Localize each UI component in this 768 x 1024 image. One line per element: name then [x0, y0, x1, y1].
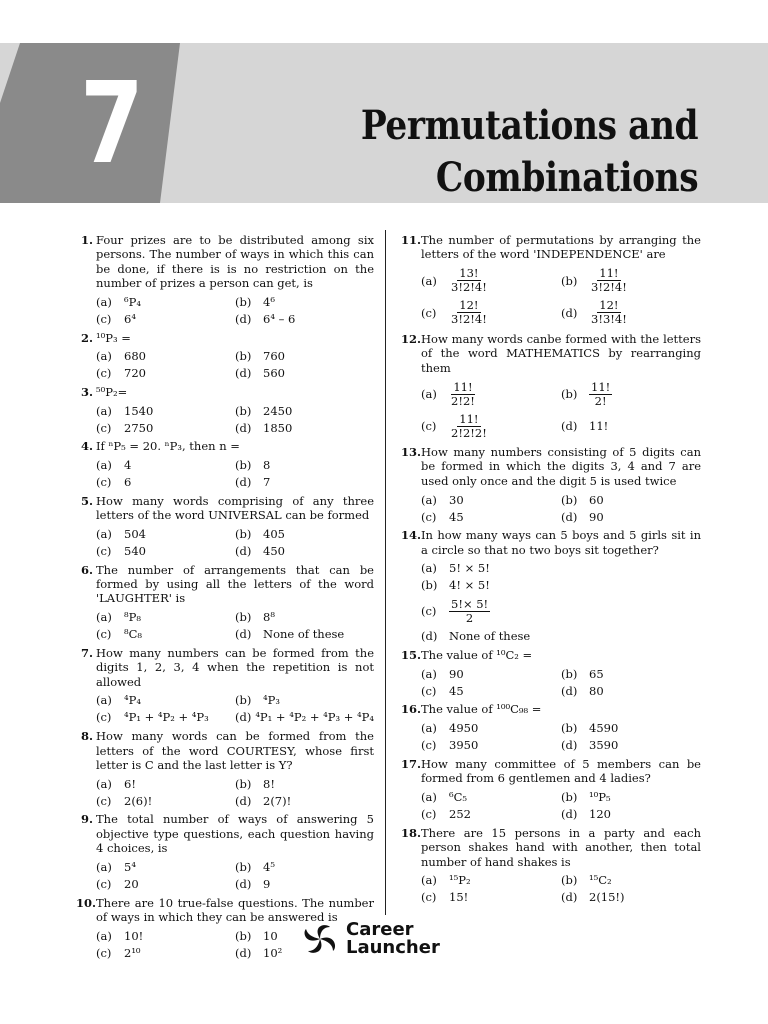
option-value: 90: [589, 509, 604, 524]
career-launcher-logo: [300, 918, 440, 960]
option-label: (a): [96, 403, 112, 418]
logo-line1: Career: [346, 919, 414, 940]
question-text: ⁵⁰P₂=: [96, 385, 128, 400]
option-label: (d): [235, 710, 252, 725]
option-b: [235, 457, 374, 474]
option-b: (b) $\frac{11!}{2!}$: [561, 379, 611, 408]
option-value: ⁴P₁ + ⁴P₂ + ⁴P₃: [124, 710, 209, 725]
option-d: [235, 709, 374, 726]
option-b: [561, 491, 701, 508]
option-b: [561, 665, 701, 682]
option-b: [561, 720, 701, 737]
option-label: (a): [421, 789, 437, 804]
option-value: 720: [124, 366, 146, 381]
option-a: [96, 526, 235, 543]
option-c: (c) $\frac{5!\times 5!}{2}$: [421, 596, 489, 625]
option-label: (a): [96, 349, 112, 364]
option-c: [96, 543, 235, 560]
question-text: The value of ¹⁰C₂ =: [421, 648, 533, 663]
question-text: How many words comprising of any three letters of the word UNIVERSAL can be formed: [96, 493, 374, 523]
option-label: (d): [235, 420, 252, 435]
option-label: (c): [421, 890, 437, 905]
option-value: 2(7)!: [263, 793, 292, 808]
option-value: 7: [263, 475, 271, 490]
option-label: (b): [561, 492, 578, 507]
option-label: (d): [235, 627, 252, 642]
question-text: How many numbers consisting of 5 digits can be formed in which the digits 3, 4 and 7 are used only once and the digit 5 is used twice: [421, 445, 701, 488]
option-d: [235, 311, 374, 328]
option-a: [96, 348, 235, 365]
option-label: (c): [96, 420, 112, 435]
option-value: 4590: [589, 721, 619, 736]
option-value: 80: [589, 683, 604, 698]
option-c: (c) $\frac{12!}{3!2!4!}$: [421, 298, 487, 327]
options: [96, 859, 374, 893]
option-value: 10²: [263, 945, 283, 960]
option-value: 6⁴ – 6: [263, 311, 296, 326]
option-d: (d) 11!: [561, 418, 609, 433]
option-label: (b): [235, 349, 252, 364]
question-1: [76, 233, 374, 328]
option-value: 8!: [263, 776, 275, 791]
option-label: (b): [235, 693, 252, 708]
option-label: (c): [96, 793, 112, 808]
question-number: 16.: [401, 702, 422, 717]
option-value: ⁴P₁ + ⁴P₂ + ⁴P₃ + ⁴P₄: [255, 710, 374, 725]
question-13: [401, 445, 701, 525]
options: [96, 402, 374, 436]
options: [96, 775, 374, 809]
option-value: 4⁵: [263, 859, 275, 874]
question-text: There are 10 true-false questions. The number of ways in which they can be answered is: [96, 895, 374, 924]
option-value: ⁶P₄: [124, 294, 141, 309]
option-label: (a): [96, 776, 112, 791]
option-value: 680: [124, 349, 146, 364]
option-label: (b): [235, 526, 252, 541]
option-b: [235, 402, 374, 419]
options: [96, 457, 374, 491]
option-value: 2750: [124, 420, 154, 435]
option-c: [421, 508, 561, 525]
option-d: [561, 508, 701, 525]
option-label: (c): [96, 627, 112, 642]
question-number: 15.: [401, 648, 422, 663]
option-a: [96, 294, 235, 311]
option-label: (b): [561, 721, 578, 736]
question-number: 10.: [76, 895, 97, 910]
option-c: [421, 889, 561, 906]
question-number: 3.: [80, 385, 93, 400]
option-value: 6: [124, 475, 132, 490]
option-c: [421, 682, 561, 699]
option-value: 760: [263, 349, 285, 364]
option-label: (b): [235, 776, 252, 791]
question-number: 12.: [401, 331, 422, 346]
option-a: [421, 872, 561, 889]
option-label: (c): [421, 738, 437, 753]
option-d: [561, 889, 701, 906]
question-12: [401, 332, 701, 442]
option-a: [96, 402, 235, 419]
option-label: (d): [235, 311, 252, 326]
option-label: (d): [561, 890, 578, 905]
option-value: 5⁴: [124, 859, 136, 874]
option-d: [235, 419, 374, 436]
option-label: (a): [96, 928, 112, 943]
question-text: The number of arrangements that can be formed by using all the letters of the word 'LAUGHTER' is: [96, 562, 374, 606]
option-a: (a) $\frac{13!}{3!2!4!}$: [421, 266, 487, 295]
question-3: [76, 385, 374, 436]
option-a: [96, 692, 235, 709]
question-4: [76, 439, 374, 490]
option-value: 9: [263, 876, 271, 891]
option-d: (d) None of these: [421, 629, 531, 644]
question-number: 9.: [80, 812, 93, 827]
option-value: ⁸C₈: [124, 627, 143, 642]
option-value: 560: [263, 366, 285, 381]
option-value: 4950: [449, 721, 479, 736]
question-text: There are 15 persons in a party and each person shakes hand with another, then total number of hand shakes is: [421, 825, 701, 869]
left-column: [76, 233, 374, 964]
options: [96, 526, 374, 560]
question-number: 5.: [80, 493, 93, 508]
option-label: (a): [96, 294, 112, 309]
option-value: 20: [124, 876, 139, 891]
option-value: 65: [589, 666, 604, 681]
option-b: [235, 692, 374, 709]
option-value: 10!: [124, 928, 144, 943]
option-label: (d): [235, 876, 252, 891]
option-a: [421, 720, 561, 737]
logo-line2: Launcher: [346, 937, 440, 958]
question-11: [401, 233, 701, 329]
option-label: (d): [235, 945, 252, 960]
option-c: [96, 709, 235, 726]
option-d: [235, 792, 374, 809]
options: [421, 665, 701, 699]
option-b: [235, 294, 374, 311]
options: [96, 692, 374, 726]
option-label: (b): [235, 458, 252, 473]
question-number: 7.: [80, 645, 93, 660]
option-value: 15!: [449, 890, 469, 905]
question-2: [76, 331, 374, 382]
option-d: [561, 682, 701, 699]
option-b: (b) $\frac{11!}{3!2!4!}$: [561, 266, 627, 295]
option-value: 8: [263, 458, 271, 473]
option-value: 504: [124, 526, 146, 541]
chapter-title: [306, 100, 698, 204]
question-number: 14.: [401, 528, 422, 543]
option-value: 540: [124, 543, 146, 558]
question-18: [401, 826, 701, 906]
question-5: [76, 494, 374, 560]
option-value: ¹⁰P₅: [589, 789, 611, 804]
option-label: (c): [96, 475, 112, 490]
option-value: 4: [124, 458, 132, 473]
option-value: 252: [449, 806, 471, 821]
option-label: (a): [421, 721, 437, 736]
option-value: 1850: [263, 420, 293, 435]
option-b: [235, 609, 374, 626]
option-d: [235, 876, 374, 893]
option-value: 45: [449, 683, 464, 698]
option-a: [96, 927, 235, 944]
option-value: 10: [263, 928, 278, 943]
question-number: 13.: [401, 445, 422, 460]
options: [421, 720, 701, 754]
option-c: (c) $\frac{11!}{2!2!2!}$: [421, 411, 487, 440]
option-c: [96, 792, 235, 809]
option-label: (b): [561, 789, 578, 804]
question-text: How many words canbe formed with the letters of the word MATHEMATICS by rearranging them: [421, 331, 701, 375]
option-label: (b): [235, 859, 252, 874]
question-15: [401, 648, 701, 699]
option-label: (a): [96, 693, 112, 708]
option-label: (d): [235, 793, 252, 808]
option-value: 6⁴: [124, 311, 136, 326]
question-number: 6.: [80, 562, 93, 577]
question-9: [76, 812, 374, 892]
options: [421, 491, 701, 525]
option-label: (a): [421, 873, 437, 888]
column-divider: [385, 230, 386, 915]
chapter-title-line1: Permutations and: [360, 102, 698, 149]
options: [96, 294, 374, 328]
option-value: ¹⁵P₂: [449, 873, 471, 888]
option-label: (c): [96, 366, 112, 381]
option-label: (c): [96, 876, 112, 891]
option-label: (b): [235, 610, 252, 625]
option-c: [421, 737, 561, 754]
pinwheel-logo-icon: [300, 921, 340, 957]
option-value: ⁴P₄: [124, 693, 141, 708]
question-number: 11.: [401, 233, 422, 247]
option-value: 30: [449, 492, 464, 507]
option-value: 1540: [124, 403, 154, 418]
option-c: [421, 806, 561, 823]
option-label: (a): [421, 666, 437, 681]
option-label: (b): [235, 403, 252, 418]
option-value: ⁴P₃: [263, 693, 280, 708]
options: [421, 560, 701, 645]
option-label: (d): [235, 366, 252, 381]
option-b: [235, 775, 374, 792]
option-label: (a): [96, 458, 112, 473]
option-value: 3590: [589, 738, 619, 753]
options: [421, 378, 701, 442]
option-b: [235, 859, 374, 876]
option-value: 2(15!): [589, 890, 625, 905]
option-b: [561, 789, 701, 806]
option-a: [96, 859, 235, 876]
options: [96, 609, 374, 643]
option-label: (d): [561, 806, 578, 821]
option-a: [421, 491, 561, 508]
option-value: 3950: [449, 738, 479, 753]
question-text: ¹⁰P₃ =: [96, 330, 131, 345]
question-text: The total number of ways of answering 5 objective type questions, each question having 4 choices, is: [96, 812, 374, 856]
option-value: 90: [449, 666, 464, 681]
option-c: [96, 419, 235, 436]
chapter-title-line2: Combinations: [435, 154, 698, 201]
option-value: 8⁸: [263, 610, 275, 625]
question-16: [401, 702, 701, 753]
option-value: 450: [263, 543, 285, 558]
option-b: [235, 348, 374, 365]
options: [421, 789, 701, 823]
option-d: [235, 365, 374, 382]
right-column: [401, 233, 701, 909]
option-label: (c): [96, 710, 112, 725]
option-label: (b): [561, 873, 578, 888]
question-number: 2.: [80, 330, 93, 345]
option-c: [96, 311, 235, 328]
question-number: 17.: [401, 756, 422, 771]
option-label: (a): [96, 610, 112, 625]
option-b: (b) 4! × 5!: [421, 578, 490, 593]
option-d: [235, 626, 374, 643]
question-number: 4.: [80, 439, 93, 454]
option-value: 405: [263, 526, 285, 541]
option-c: [96, 365, 235, 382]
option-label: (b): [235, 294, 252, 309]
option-label: (b): [235, 928, 252, 943]
option-c: [96, 876, 235, 893]
option-label: (d): [561, 509, 578, 524]
option-label: (c): [96, 311, 112, 326]
option-label: (c): [421, 509, 437, 524]
option-value: 6!: [124, 776, 136, 791]
option-d: [561, 737, 701, 754]
option-label: (d): [561, 683, 578, 698]
question-number: 8.: [80, 729, 93, 744]
question-text: How many numbers can be formed from the digits 1, 2, 3, 4 when the repetition is not allowed: [96, 645, 374, 689]
option-a: (a) 5! × 5!: [421, 561, 490, 576]
question-7: [76, 646, 374, 726]
option-value: None of these: [263, 627, 345, 642]
option-b: [561, 872, 701, 889]
option-label: (a): [96, 526, 112, 541]
option-value: ¹⁵C₂: [589, 873, 612, 888]
option-label: (c): [96, 543, 112, 558]
option-value: ⁶C₅: [449, 789, 468, 804]
option-label: (c): [421, 806, 437, 821]
option-label: (b): [561, 666, 578, 681]
option-value: 45: [449, 509, 464, 524]
option-label: (c): [96, 945, 112, 960]
option-a: [421, 789, 561, 806]
question-text: The value of ¹⁰⁰C₉₈ =: [421, 702, 542, 717]
option-d: [235, 543, 374, 560]
question-text: The number of permutations by arranging the letters of the word 'INDEPENDENCE' are: [421, 233, 701, 262]
option-label: (d): [235, 543, 252, 558]
option-c: [96, 944, 235, 961]
options: [96, 348, 374, 382]
option-d: (d) $\frac{12!}{3!3!4!}$: [561, 298, 627, 327]
question-text: How many committee of 5 members can be formed from 6 gentlemen and 4 ladies?: [421, 756, 701, 786]
question-8: [76, 729, 374, 809]
option-label: (a): [96, 859, 112, 874]
question-text: Four prizes are to be distributed among six persons. The number of ways in which this can be done, if there is is no restriction on the number of prizes a person can get, is: [96, 233, 374, 291]
question-number: 18.: [401, 825, 422, 840]
question-6: [76, 563, 374, 643]
options: [421, 872, 701, 906]
logo-wordmark: [346, 921, 440, 957]
option-value: ⁸P₈: [124, 610, 141, 625]
option-a: [96, 609, 235, 626]
chapter-number: 7: [80, 59, 144, 189]
option-b: [235, 526, 374, 543]
option-value: 4⁶: [263, 294, 275, 309]
option-value: 2450: [263, 403, 293, 418]
option-value: 2(6)!: [124, 793, 153, 808]
option-label: (c): [421, 683, 437, 698]
option-value: 60: [589, 492, 604, 507]
option-value: 120: [589, 806, 611, 821]
option-label: (d): [235, 475, 252, 490]
option-a: [96, 775, 235, 792]
question-number: 1.: [80, 233, 93, 247]
option-a: [96, 457, 235, 474]
option-d: [235, 474, 374, 491]
options: [421, 265, 701, 329]
question-text: In how many ways can 5 boys and 5 girls sit in a circle so that no two boys sit together?: [421, 528, 701, 557]
question-text: How many words can be formed from the letters of the word COURTESY, whose first letter is C and the last letter is Y?: [96, 729, 374, 772]
option-c: [96, 474, 235, 491]
question-text: If ⁿP₅ = 20. ⁿP₃, then n =: [96, 439, 240, 454]
option-a: [421, 665, 561, 682]
option-label: (d): [561, 738, 578, 753]
option-value: 2¹⁰: [124, 945, 141, 960]
question-14: [401, 528, 701, 645]
option-c: [96, 626, 235, 643]
option-label: (a): [421, 492, 437, 507]
option-a: (a) $\frac{11!}{2!2!}$: [421, 379, 475, 408]
option-d: [561, 806, 701, 823]
question-17: [401, 757, 701, 823]
